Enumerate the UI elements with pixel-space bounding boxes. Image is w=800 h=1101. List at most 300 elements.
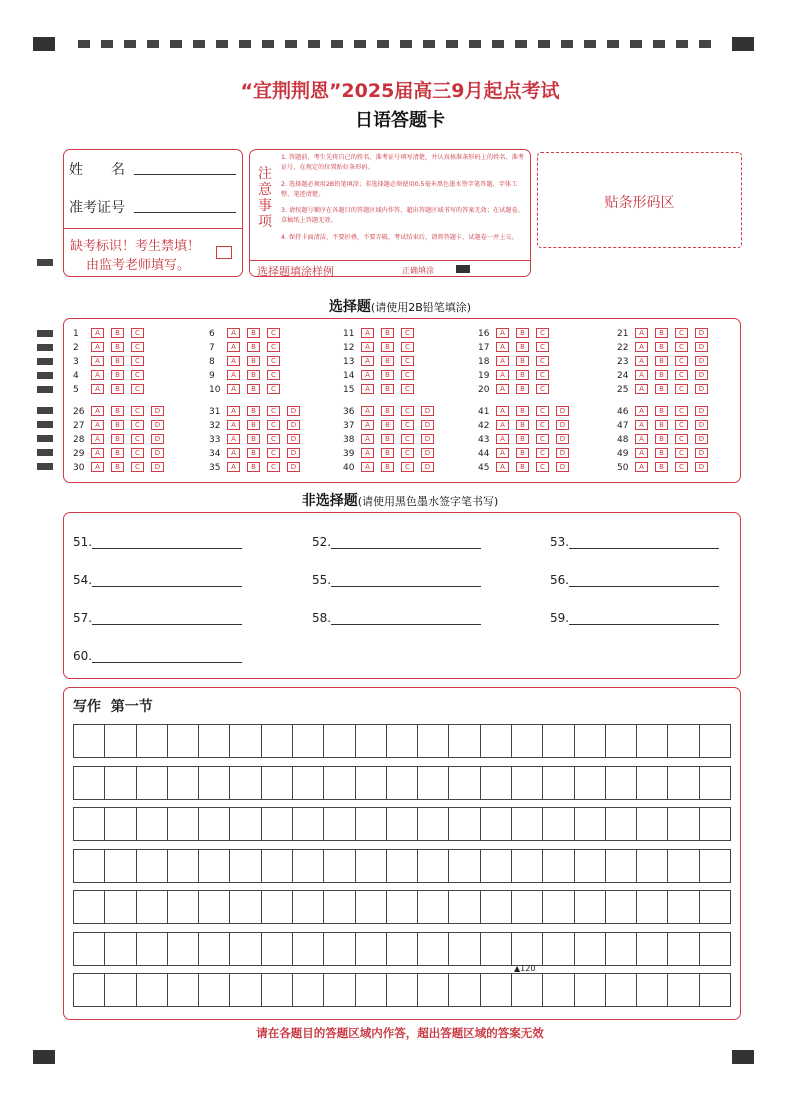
writing-cell[interactable] bbox=[606, 933, 637, 965]
writing-cell[interactable] bbox=[512, 974, 543, 1006]
option-bubble-a[interactable]: A bbox=[227, 342, 240, 352]
option-bubble-c[interactable]: C bbox=[131, 356, 144, 366]
option-bubble-d[interactable]: D bbox=[695, 406, 708, 416]
answer-line[interactable] bbox=[569, 612, 719, 625]
absent-checkbox[interactable] bbox=[216, 246, 232, 259]
answer-line[interactable] bbox=[92, 574, 242, 587]
writing-cell[interactable] bbox=[700, 725, 730, 757]
option-bubble-a[interactable]: A bbox=[496, 434, 509, 444]
writing-cell[interactable] bbox=[543, 974, 574, 1006]
option-bubble-d[interactable]: D bbox=[695, 448, 708, 458]
writing-cell[interactable] bbox=[387, 808, 418, 840]
option-bubble-b[interactable]: B bbox=[655, 328, 668, 338]
option-bubble-d[interactable]: D bbox=[695, 434, 708, 444]
writing-cell[interactable] bbox=[262, 850, 293, 882]
writing-cell[interactable] bbox=[387, 891, 418, 923]
option-bubble-a[interactable]: A bbox=[227, 384, 240, 394]
writing-cell[interactable] bbox=[700, 974, 730, 1006]
writing-cell[interactable] bbox=[668, 891, 699, 923]
writing-cell[interactable] bbox=[168, 974, 199, 1006]
writing-cell[interactable] bbox=[262, 974, 293, 1006]
option-bubble-d[interactable]: D bbox=[695, 328, 708, 338]
option-bubble-a[interactable]: A bbox=[361, 370, 374, 380]
writing-cell[interactable] bbox=[575, 767, 606, 799]
writing-cell[interactable] bbox=[418, 933, 449, 965]
writing-cell[interactable] bbox=[293, 767, 324, 799]
writing-cell[interactable] bbox=[418, 767, 449, 799]
writing-cell[interactable] bbox=[168, 933, 199, 965]
option-bubble-a[interactable]: A bbox=[91, 420, 104, 430]
option-bubble-a[interactable]: A bbox=[91, 406, 104, 416]
option-bubble-b[interactable]: B bbox=[111, 448, 124, 458]
writing-cell[interactable] bbox=[575, 725, 606, 757]
option-bubble-b[interactable]: B bbox=[516, 434, 529, 444]
option-bubble-c[interactable]: C bbox=[131, 406, 144, 416]
option-bubble-c[interactable]: C bbox=[675, 384, 688, 394]
option-bubble-b[interactable]: B bbox=[381, 434, 394, 444]
option-bubble-c[interactable]: C bbox=[131, 420, 144, 430]
writing-cell[interactable] bbox=[700, 891, 730, 923]
writing-cell[interactable] bbox=[668, 933, 699, 965]
option-bubble-a[interactable]: A bbox=[496, 448, 509, 458]
writing-cell[interactable] bbox=[137, 767, 168, 799]
writing-cell[interactable] bbox=[668, 850, 699, 882]
option-bubble-b[interactable]: B bbox=[516, 342, 529, 352]
option-bubble-a[interactable]: A bbox=[91, 328, 104, 338]
option-bubble-c[interactable]: C bbox=[131, 384, 144, 394]
option-bubble-a[interactable]: A bbox=[227, 448, 240, 458]
writing-cell[interactable] bbox=[606, 891, 637, 923]
option-bubble-c[interactable]: C bbox=[267, 370, 280, 380]
writing-cell[interactable] bbox=[105, 974, 136, 1006]
option-bubble-c[interactable]: C bbox=[675, 328, 688, 338]
writing-cell[interactable] bbox=[293, 974, 324, 1006]
writing-cell[interactable] bbox=[543, 891, 574, 923]
option-bubble-c[interactable]: C bbox=[267, 356, 280, 366]
writing-cell[interactable] bbox=[356, 974, 387, 1006]
writing-cell[interactable] bbox=[230, 725, 261, 757]
writing-cell[interactable] bbox=[481, 725, 512, 757]
writing-cell[interactable] bbox=[637, 891, 668, 923]
option-bubble-a[interactable]: A bbox=[635, 448, 648, 458]
writing-cell[interactable] bbox=[230, 933, 261, 965]
option-bubble-c[interactable]: C bbox=[267, 406, 280, 416]
writing-cell[interactable] bbox=[449, 767, 480, 799]
writing-cell[interactable] bbox=[606, 725, 637, 757]
option-bubble-a[interactable]: A bbox=[361, 434, 374, 444]
option-bubble-a[interactable]: A bbox=[227, 420, 240, 430]
writing-cell[interactable] bbox=[700, 933, 730, 965]
option-bubble-b[interactable]: B bbox=[655, 406, 668, 416]
option-bubble-a[interactable]: A bbox=[635, 434, 648, 444]
option-bubble-b[interactable]: B bbox=[655, 420, 668, 430]
writing-cell[interactable] bbox=[199, 808, 230, 840]
option-bubble-a[interactable]: A bbox=[496, 370, 509, 380]
option-bubble-b[interactable]: B bbox=[381, 448, 394, 458]
option-bubble-c[interactable]: C bbox=[401, 448, 414, 458]
option-bubble-c[interactable]: C bbox=[267, 462, 280, 472]
writing-cell[interactable] bbox=[137, 891, 168, 923]
writing-cell[interactable] bbox=[606, 808, 637, 840]
writing-cell[interactable] bbox=[230, 974, 261, 1006]
writing-cell[interactable] bbox=[481, 891, 512, 923]
writing-cell[interactable] bbox=[137, 933, 168, 965]
option-bubble-b[interactable]: B bbox=[111, 462, 124, 472]
option-bubble-d[interactable]: D bbox=[421, 448, 434, 458]
writing-cell[interactable] bbox=[449, 725, 480, 757]
writing-cell[interactable] bbox=[262, 767, 293, 799]
option-bubble-a[interactable]: A bbox=[361, 328, 374, 338]
writing-cell[interactable] bbox=[199, 974, 230, 1006]
option-bubble-a[interactable]: A bbox=[91, 434, 104, 444]
writing-cell[interactable] bbox=[324, 850, 355, 882]
option-bubble-a[interactable]: A bbox=[635, 420, 648, 430]
writing-cell[interactable] bbox=[543, 933, 574, 965]
option-bubble-b[interactable]: B bbox=[655, 434, 668, 444]
option-bubble-d[interactable]: D bbox=[556, 420, 569, 430]
option-bubble-b[interactable]: B bbox=[111, 406, 124, 416]
writing-cell[interactable] bbox=[356, 850, 387, 882]
option-bubble-a[interactable]: A bbox=[496, 328, 509, 338]
option-bubble-a[interactable]: A bbox=[91, 370, 104, 380]
option-bubble-a[interactable]: A bbox=[361, 342, 374, 352]
option-bubble-a[interactable]: A bbox=[361, 356, 374, 366]
writing-cell[interactable] bbox=[293, 725, 324, 757]
writing-cell[interactable] bbox=[230, 891, 261, 923]
option-bubble-c[interactable]: C bbox=[536, 434, 549, 444]
option-bubble-d[interactable]: D bbox=[151, 406, 164, 416]
option-bubble-a[interactable]: A bbox=[227, 406, 240, 416]
writing-cell[interactable] bbox=[481, 808, 512, 840]
writing-cell[interactable] bbox=[137, 974, 168, 1006]
writing-cell[interactable] bbox=[575, 808, 606, 840]
option-bubble-a[interactable]: A bbox=[227, 328, 240, 338]
writing-cell[interactable] bbox=[606, 850, 637, 882]
answer-line[interactable] bbox=[331, 612, 481, 625]
writing-cell[interactable] bbox=[137, 808, 168, 840]
option-bubble-c[interactable]: C bbox=[401, 434, 414, 444]
writing-cell[interactable] bbox=[324, 891, 355, 923]
option-bubble-d[interactable]: D bbox=[287, 406, 300, 416]
writing-cell[interactable] bbox=[105, 808, 136, 840]
writing-cell[interactable] bbox=[230, 767, 261, 799]
option-bubble-b[interactable]: B bbox=[111, 384, 124, 394]
option-bubble-b[interactable]: B bbox=[111, 342, 124, 352]
option-bubble-a[interactable]: A bbox=[361, 406, 374, 416]
option-bubble-c[interactable]: C bbox=[675, 462, 688, 472]
option-bubble-a[interactable]: A bbox=[91, 342, 104, 352]
writing-cell[interactable] bbox=[668, 767, 699, 799]
option-bubble-b[interactable]: B bbox=[516, 462, 529, 472]
writing-cell[interactable] bbox=[324, 767, 355, 799]
option-bubble-a[interactable]: A bbox=[361, 462, 374, 472]
option-bubble-c[interactable]: C bbox=[675, 420, 688, 430]
option-bubble-b[interactable]: B bbox=[247, 356, 260, 366]
writing-cell[interactable] bbox=[74, 725, 105, 757]
option-bubble-c[interactable]: C bbox=[401, 342, 414, 352]
option-bubble-b[interactable]: B bbox=[516, 328, 529, 338]
option-bubble-d[interactable]: D bbox=[695, 370, 708, 380]
option-bubble-d[interactable]: D bbox=[287, 448, 300, 458]
writing-cell[interactable] bbox=[512, 891, 543, 923]
writing-cell[interactable] bbox=[199, 891, 230, 923]
writing-cell[interactable] bbox=[637, 725, 668, 757]
writing-cell[interactable] bbox=[168, 767, 199, 799]
writing-cell[interactable] bbox=[449, 933, 480, 965]
option-bubble-c[interactable]: C bbox=[131, 342, 144, 352]
option-bubble-c[interactable]: C bbox=[401, 420, 414, 430]
writing-cell[interactable] bbox=[293, 850, 324, 882]
option-bubble-b[interactable]: B bbox=[655, 384, 668, 394]
writing-cell[interactable] bbox=[293, 891, 324, 923]
writing-cell[interactable] bbox=[637, 767, 668, 799]
option-bubble-b[interactable]: B bbox=[516, 420, 529, 430]
option-bubble-c[interactable]: C bbox=[675, 342, 688, 352]
answer-line[interactable] bbox=[569, 574, 719, 587]
option-bubble-c[interactable]: C bbox=[536, 356, 549, 366]
option-bubble-d[interactable]: D bbox=[695, 420, 708, 430]
option-bubble-d[interactable]: D bbox=[556, 406, 569, 416]
option-bubble-c[interactable]: C bbox=[675, 370, 688, 380]
option-bubble-c[interactable]: C bbox=[536, 342, 549, 352]
option-bubble-d[interactable]: D bbox=[151, 462, 164, 472]
id-field[interactable] bbox=[134, 212, 236, 213]
writing-cell[interactable] bbox=[293, 808, 324, 840]
writing-cell[interactable] bbox=[418, 974, 449, 1006]
option-bubble-a[interactable]: A bbox=[227, 462, 240, 472]
option-bubble-a[interactable]: A bbox=[227, 434, 240, 444]
option-bubble-d[interactable]: D bbox=[695, 356, 708, 366]
option-bubble-c[interactable]: C bbox=[267, 434, 280, 444]
option-bubble-b[interactable]: B bbox=[516, 406, 529, 416]
option-bubble-d[interactable]: D bbox=[556, 448, 569, 458]
option-bubble-d[interactable]: D bbox=[695, 342, 708, 352]
writing-cell[interactable] bbox=[512, 933, 543, 965]
option-bubble-c[interactable]: C bbox=[536, 384, 549, 394]
name-field[interactable] bbox=[134, 174, 236, 175]
writing-cell[interactable] bbox=[543, 725, 574, 757]
option-bubble-c[interactable]: C bbox=[675, 356, 688, 366]
option-bubble-c[interactable]: C bbox=[675, 434, 688, 444]
option-bubble-b[interactable]: B bbox=[381, 328, 394, 338]
writing-cell[interactable] bbox=[356, 767, 387, 799]
writing-cell[interactable] bbox=[575, 933, 606, 965]
option-bubble-d[interactable]: D bbox=[287, 420, 300, 430]
option-bubble-c[interactable]: C bbox=[401, 384, 414, 394]
option-bubble-b[interactable]: B bbox=[381, 462, 394, 472]
writing-cell[interactable] bbox=[418, 891, 449, 923]
answer-line[interactable] bbox=[92, 536, 242, 549]
writing-cell[interactable] bbox=[512, 850, 543, 882]
writing-cell[interactable] bbox=[449, 891, 480, 923]
writing-cell[interactable] bbox=[74, 767, 105, 799]
writing-cell[interactable] bbox=[575, 891, 606, 923]
option-bubble-c[interactable]: C bbox=[131, 434, 144, 444]
writing-cell[interactable] bbox=[262, 933, 293, 965]
writing-cell[interactable] bbox=[387, 767, 418, 799]
option-bubble-c[interactable]: C bbox=[131, 370, 144, 380]
option-bubble-b[interactable]: B bbox=[111, 328, 124, 338]
option-bubble-b[interactable]: B bbox=[247, 328, 260, 338]
writing-cell[interactable] bbox=[137, 725, 168, 757]
option-bubble-b[interactable]: B bbox=[655, 370, 668, 380]
option-bubble-c[interactable]: C bbox=[401, 356, 414, 366]
writing-cell[interactable] bbox=[262, 725, 293, 757]
writing-cell[interactable] bbox=[230, 808, 261, 840]
writing-cell[interactable] bbox=[199, 725, 230, 757]
writing-cell[interactable] bbox=[356, 891, 387, 923]
writing-cell[interactable] bbox=[575, 974, 606, 1006]
option-bubble-b[interactable]: B bbox=[655, 448, 668, 458]
writing-cell[interactable] bbox=[324, 933, 355, 965]
option-bubble-c[interactable]: C bbox=[401, 406, 414, 416]
answer-line[interactable] bbox=[92, 612, 242, 625]
writing-cell[interactable] bbox=[387, 974, 418, 1006]
option-bubble-c[interactable]: C bbox=[131, 448, 144, 458]
option-bubble-d[interactable]: D bbox=[287, 462, 300, 472]
option-bubble-a[interactable]: A bbox=[227, 370, 240, 380]
option-bubble-a[interactable]: A bbox=[496, 356, 509, 366]
option-bubble-b[interactable]: B bbox=[655, 342, 668, 352]
writing-cell[interactable] bbox=[387, 850, 418, 882]
option-bubble-a[interactable]: A bbox=[496, 384, 509, 394]
writing-cell[interactable] bbox=[481, 974, 512, 1006]
option-bubble-b[interactable]: B bbox=[111, 420, 124, 430]
writing-cell[interactable] bbox=[543, 850, 574, 882]
option-bubble-a[interactable]: A bbox=[361, 448, 374, 458]
writing-cell[interactable] bbox=[168, 808, 199, 840]
option-bubble-b[interactable]: B bbox=[381, 406, 394, 416]
option-bubble-b[interactable]: B bbox=[247, 434, 260, 444]
writing-cell[interactable] bbox=[700, 767, 730, 799]
option-bubble-a[interactable]: A bbox=[635, 462, 648, 472]
answer-line[interactable] bbox=[569, 536, 719, 549]
writing-cell[interactable] bbox=[293, 933, 324, 965]
option-bubble-a[interactable]: A bbox=[496, 462, 509, 472]
writing-cell[interactable] bbox=[356, 725, 387, 757]
option-bubble-a[interactable]: A bbox=[635, 342, 648, 352]
option-bubble-b[interactable]: B bbox=[247, 448, 260, 458]
writing-cell[interactable] bbox=[105, 891, 136, 923]
option-bubble-b[interactable]: B bbox=[111, 434, 124, 444]
option-bubble-b[interactable]: B bbox=[111, 356, 124, 366]
option-bubble-c[interactable]: C bbox=[536, 370, 549, 380]
writing-cell[interactable] bbox=[168, 891, 199, 923]
option-bubble-b[interactable]: B bbox=[381, 356, 394, 366]
option-bubble-d[interactable]: D bbox=[421, 434, 434, 444]
writing-cell[interactable] bbox=[356, 808, 387, 840]
option-bubble-d[interactable]: D bbox=[421, 406, 434, 416]
writing-cell[interactable] bbox=[168, 850, 199, 882]
writing-cell[interactable] bbox=[449, 808, 480, 840]
writing-cell[interactable] bbox=[105, 725, 136, 757]
writing-cell[interactable] bbox=[105, 767, 136, 799]
writing-cell[interactable] bbox=[481, 850, 512, 882]
option-bubble-d[interactable]: D bbox=[556, 434, 569, 444]
option-bubble-b[interactable]: B bbox=[381, 420, 394, 430]
option-bubble-d[interactable]: D bbox=[151, 448, 164, 458]
writing-cell[interactable] bbox=[74, 808, 105, 840]
option-bubble-c[interactable]: C bbox=[131, 328, 144, 338]
option-bubble-c[interactable]: C bbox=[536, 406, 549, 416]
option-bubble-b[interactable]: B bbox=[381, 342, 394, 352]
option-bubble-c[interactable]: C bbox=[401, 328, 414, 338]
option-bubble-b[interactable]: B bbox=[516, 370, 529, 380]
option-bubble-c[interactable]: C bbox=[536, 420, 549, 430]
writing-cell[interactable] bbox=[262, 891, 293, 923]
writing-cell[interactable] bbox=[449, 850, 480, 882]
writing-cell[interactable] bbox=[668, 974, 699, 1006]
writing-cell[interactable] bbox=[324, 808, 355, 840]
option-bubble-b[interactable]: B bbox=[247, 406, 260, 416]
writing-cell[interactable] bbox=[481, 767, 512, 799]
option-bubble-a[interactable]: A bbox=[361, 420, 374, 430]
option-bubble-d[interactable]: D bbox=[151, 434, 164, 444]
option-bubble-a[interactable]: A bbox=[496, 420, 509, 430]
option-bubble-a[interactable]: A bbox=[91, 384, 104, 394]
option-bubble-c[interactable]: C bbox=[267, 328, 280, 338]
option-bubble-a[interactable]: A bbox=[635, 328, 648, 338]
answer-line[interactable] bbox=[331, 574, 481, 587]
writing-cell[interactable] bbox=[637, 974, 668, 1006]
writing-cell[interactable] bbox=[74, 891, 105, 923]
option-bubble-b[interactable]: B bbox=[655, 462, 668, 472]
option-bubble-c[interactable]: C bbox=[131, 462, 144, 472]
writing-cell[interactable] bbox=[637, 808, 668, 840]
option-bubble-c[interactable]: C bbox=[401, 462, 414, 472]
writing-cell[interactable] bbox=[543, 808, 574, 840]
writing-cell[interactable] bbox=[449, 974, 480, 1006]
option-bubble-a[interactable]: A bbox=[635, 384, 648, 394]
writing-cell[interactable] bbox=[637, 850, 668, 882]
option-bubble-b[interactable]: B bbox=[247, 370, 260, 380]
option-bubble-d[interactable]: D bbox=[421, 462, 434, 472]
option-bubble-b[interactable]: B bbox=[247, 462, 260, 472]
writing-cell[interactable] bbox=[74, 933, 105, 965]
option-bubble-a[interactable]: A bbox=[91, 448, 104, 458]
writing-cell[interactable] bbox=[418, 808, 449, 840]
option-bubble-c[interactable]: C bbox=[267, 384, 280, 394]
option-bubble-d[interactable]: D bbox=[287, 434, 300, 444]
option-bubble-c[interactable]: C bbox=[536, 462, 549, 472]
option-bubble-d[interactable]: D bbox=[421, 420, 434, 430]
writing-cell[interactable] bbox=[418, 725, 449, 757]
option-bubble-b[interactable]: B bbox=[516, 356, 529, 366]
writing-cell[interactable] bbox=[105, 933, 136, 965]
option-bubble-d[interactable]: D bbox=[556, 462, 569, 472]
option-bubble-c[interactable]: C bbox=[536, 328, 549, 338]
writing-cell[interactable] bbox=[700, 850, 730, 882]
writing-cell[interactable] bbox=[74, 974, 105, 1006]
writing-cell[interactable] bbox=[700, 808, 730, 840]
writing-cell[interactable] bbox=[199, 767, 230, 799]
option-bubble-b[interactable]: B bbox=[516, 448, 529, 458]
option-bubble-b[interactable]: B bbox=[381, 370, 394, 380]
writing-cell[interactable] bbox=[637, 933, 668, 965]
writing-cell[interactable] bbox=[512, 808, 543, 840]
option-bubble-a[interactable]: A bbox=[91, 356, 104, 366]
option-bubble-b[interactable]: B bbox=[381, 384, 394, 394]
option-bubble-b[interactable]: B bbox=[111, 370, 124, 380]
answer-line[interactable] bbox=[331, 536, 481, 549]
option-bubble-a[interactable]: A bbox=[496, 406, 509, 416]
option-bubble-a[interactable]: A bbox=[361, 384, 374, 394]
option-bubble-a[interactable]: A bbox=[496, 342, 509, 352]
writing-cell[interactable] bbox=[418, 850, 449, 882]
writing-cell[interactable] bbox=[543, 767, 574, 799]
option-bubble-b[interactable]: B bbox=[247, 384, 260, 394]
writing-cell[interactable] bbox=[575, 850, 606, 882]
